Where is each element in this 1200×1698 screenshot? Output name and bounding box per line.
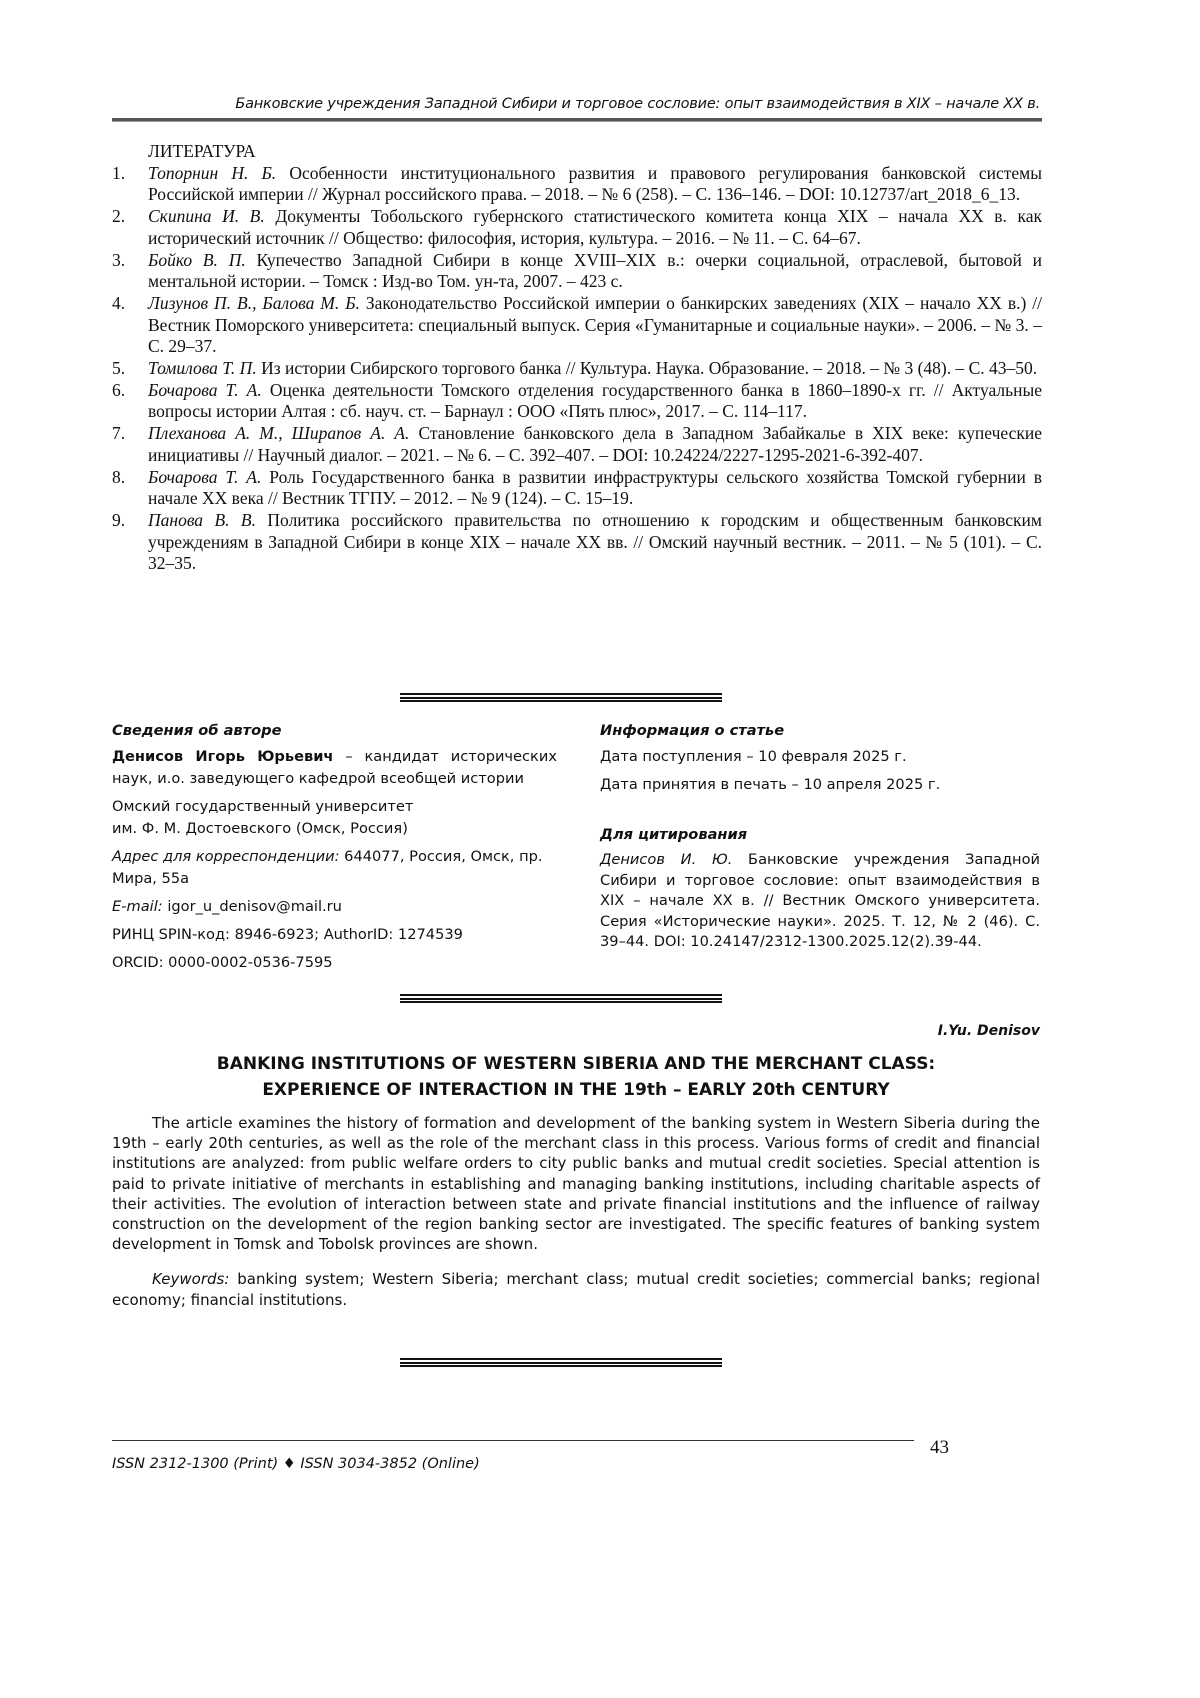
reference-item	[112, 467, 1042, 510]
citation-text: Банковские учреждения Западной Сибири и торговое сословие: опыт взаимодействия в XIX – начале XX в. // Вестник Омского университета. Серия «Исторические науки». 2025. Т. 12, № 2 (46). С. 39–44. DOI: 10.24147/2312-1300.2025.12(2).39-44.	[600, 851, 1040, 950]
page-number: 43	[930, 1437, 949, 1458]
reference-item	[112, 510, 1042, 575]
reference-author: Бойко В. П.	[148, 249, 246, 270]
reference-author: Панова В. В.	[148, 509, 256, 530]
reference-body: Особенности институционального развития и правового регулирования банковской системы Российской империи // Журнал российского права. – 2018. – № 6 (258). – С. 136–146. – DOI: 10.12737/art_2018_6_13.	[148, 162, 1042, 205]
reference-body: Законодательство Российской империи о банкирских заведениях (XIX – начало XX в.) // Вестник Поморского университета: специальный выпуск. Серия «Гуманитарные и социальные науки». – 2006. – № 3. – С. 29–37.	[148, 292, 1042, 357]
footer-rule	[112, 1440, 914, 1441]
reference-number: 3.	[112, 249, 126, 270]
reference-body: Оценка деятельности Томского отделения государственного банка в 1860–1890-х гг. // Актуальные вопросы истории Алтая : сб. науч. ст. – Барнаул : ООО «Пять плюс», 2017. – С. 114–117.	[148, 379, 1043, 422]
abstract	[112, 1113, 1040, 1310]
reference-number: 1.	[112, 162, 126, 183]
keywords-label: Keywords:	[152, 1270, 230, 1289]
orcid: ORCID: 0000-0002-0536-7595	[112, 954, 333, 971]
reference-text	[148, 467, 1042, 510]
reference-body: Становление банковского дела в Западном Забайкалье в XIX веке: купеческие инициативы // Научный диалог. – 2021. – № 6. – С. 392–407. – DOI: 10.24224/2227-1295-2021-6-392-407.	[148, 423, 1042, 465]
reference-number: 6.	[112, 379, 126, 400]
date-accepted: Дата принятия в печать – 10 апреля 2025 г.	[600, 776, 941, 793]
references-section	[112, 141, 1042, 575]
reference-author: Топорнин Н. Б.	[148, 162, 277, 183]
address-label: Адрес для корреспонденции:	[112, 848, 340, 865]
footer-issn: ISSN 2312-1300 (Print) ♦ ISSN 3034-3852 (Online)	[112, 1456, 480, 1472]
reference-text	[148, 423, 1042, 466]
english-author: I.Yu. Denisov	[937, 1023, 1040, 1039]
reference-body: Из истории Сибирского торгового банка // Культура. Наука. Образование. – 2018. – № 3 (48). – С. 43–50.	[256, 358, 1038, 379]
citation-author: Денисов И. Ю.	[600, 851, 733, 868]
reference-body: Роль Государственного банка в развитии инфраструктуры сельского хозяйства Томской губернии в начале XX века // Вестник ТГПУ. – 2012. – № 9 (124). – С. 15–19.	[148, 466, 1042, 509]
section-divider	[400, 693, 722, 701]
reference-item	[112, 250, 1042, 293]
section-divider	[400, 994, 722, 1002]
abstract-text: The article examines the history of formation and development of the banking system in Western Siberia during the 19th – early 20th centuries, as well as the role of the merchant class in this process. Various forms of credit and financial institutions are analyzed: from public welfare orders to city public banks and mutual credit societies. Special attention is paid to private initiative of merchants in establishing and managing banking institutions, including charitable aspects of their activities. The evolution of interaction between state and private financial institutions and the influence of railway construction on the development of the region banking sector are investigated. The specific features of banking system development in Tomsk and Tobolsk provinces are shown.	[112, 1114, 1040, 1254]
keywords: banking system; Western Siberia; merchant class; mutual credit societies; commercial banks; regional economy; financial institutions.	[112, 1270, 1040, 1309]
reference-author: Плеханова А. М., Ширапов А. А.	[148, 423, 410, 444]
reference-author: Скипина И. В.	[148, 206, 265, 227]
rinc-spin: РИНЦ SPIN-код: 8946-6923; AuthorID: 1274539	[112, 926, 463, 943]
section-divider	[400, 1358, 722, 1366]
title-line-1: BANKING INSTITUTIONS OF WESTERN SIBERIA AND THE MERCHANT CLASS:	[216, 1054, 936, 1074]
reference-body: Политика российского правительства по отношению к городским и общественным банковским учреждениям в Западной Сибири в конце XIX – начале XX вв. // Омский научный вестник. – 2011. – № 5 (101). – С. 32–35.	[148, 509, 1042, 574]
reference-text	[148, 206, 1042, 249]
reference-body: Документы Тобольского губернского статистического комитета конца XIX – начала XX в. как исторический источник // Общество: философия, история, культура. – 2016. – № 11. – С. 64–67.	[148, 206, 1042, 248]
author-info	[112, 720, 557, 980]
running-header: Банковские учреждения Западной Сибири и торговое сословие: опыт взаимодействия в XIX – начале XX в.	[235, 96, 1040, 112]
references-list	[112, 163, 1042, 575]
reference-item	[112, 380, 1042, 423]
reference-author: Бочарова Т. А.	[148, 466, 262, 487]
header-rule	[112, 118, 1042, 122]
reference-number: 2.	[112, 206, 126, 227]
email-label: E-mail:	[112, 898, 163, 915]
title-line-2: EXPERIENCE OF INTERACTION IN THE 19th – EARLY 20th CENTURY	[262, 1080, 890, 1100]
citation-heading: Для цитирования	[600, 826, 748, 843]
references-heading: ЛИТЕРАТУРА	[148, 141, 256, 161]
reference-author: Бочарова Т. А.	[148, 379, 262, 400]
reference-number: 8.	[112, 466, 126, 487]
reference-item	[112, 423, 1042, 466]
email[interactable]: igor_u_denisov@mail.ru	[162, 898, 342, 915]
reference-text	[148, 358, 1042, 380]
article-info-heading: Информация о статье	[600, 722, 785, 739]
reference-author: Лизунов П. В., Балова М. Б.	[148, 292, 360, 313]
university-line1: Омский государственный университет	[112, 798, 414, 815]
reference-text	[148, 250, 1042, 293]
reference-item	[112, 163, 1042, 206]
reference-item	[112, 293, 1042, 358]
reference-item	[112, 358, 1042, 380]
reference-author: Томилова Т. П.	[148, 358, 257, 379]
reference-text	[148, 293, 1042, 358]
reference-text	[148, 380, 1042, 423]
reference-number: 9.	[112, 509, 126, 530]
author-name: Денисов Игорь Юрьевич	[112, 748, 334, 765]
author-position: – кандидат исторических наук, и.о. заведующего кафедрой всеобщей истории	[112, 748, 557, 787]
article-info	[600, 720, 1040, 959]
address: 644077, Россия, Омск, пр. Мира, 55а	[112, 848, 543, 887]
reference-item	[112, 206, 1042, 249]
reference-text	[148, 510, 1042, 575]
reference-number: 4.	[112, 292, 126, 313]
date-received: Дата поступления – 10 февраля 2025 г.	[600, 748, 907, 765]
university-line2: им. Ф. М. Достоевского (Омск, Россия)	[112, 820, 408, 837]
reference-number: 5.	[112, 358, 126, 379]
author-info-heading: Сведения об авторе	[112, 722, 282, 739]
reference-number: 7.	[112, 423, 126, 444]
reference-body: Купечество Западной Сибири в конце XVIII–XIX в.: очерки социальной, отраслевой, бытовой и ментальной истории. – Томск : Изд-во Том. ун-та, 2007. – 423 с.	[148, 249, 1043, 292]
reference-text	[148, 163, 1042, 206]
english-title	[112, 1051, 1040, 1103]
